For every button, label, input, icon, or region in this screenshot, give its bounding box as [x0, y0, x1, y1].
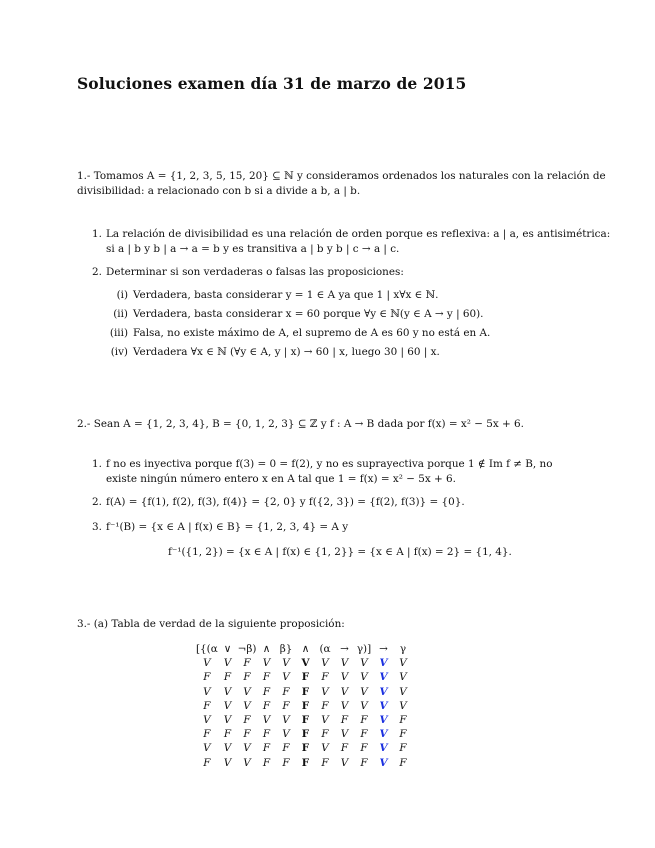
cell: F: [321, 699, 329, 712]
cell: F: [262, 699, 271, 712]
cell: V: [340, 756, 349, 769]
problem-1-intro-line1: 1.- Tomamos A = {1, 2, 3, 5, 15, 20} ⊆ ℕ y consideramos ordenados los naturales con la relación de: [77, 170, 606, 182]
cell: V: [282, 657, 290, 670]
cell: V: [243, 756, 251, 769]
cell: V: [203, 714, 211, 727]
cell: V: [340, 728, 349, 741]
header-cell: ∨: [223, 643, 232, 656]
problem-1-item-2-number: 2.: [92, 266, 102, 278]
cell: V: [223, 699, 232, 712]
header-cell: (α: [319, 643, 331, 656]
cell: F: [301, 742, 310, 755]
subitem-number: (i): [116, 289, 128, 301]
cell: F: [243, 657, 251, 670]
cell: V: [379, 699, 388, 712]
header-cell: β}: [279, 643, 293, 656]
cell: V: [282, 714, 290, 727]
cell: V: [203, 742, 211, 755]
cell: F: [399, 714, 407, 727]
cell: V: [321, 742, 329, 755]
cell: V: [379, 714, 388, 727]
subitem-text: Falsa, no existe máximo de A, el supremo de A es 60 y no está en A.: [133, 327, 491, 339]
cell: V: [379, 685, 388, 698]
cell: F: [203, 756, 211, 769]
cell: V: [399, 671, 407, 684]
cell: F: [321, 671, 329, 684]
header-cell: →: [379, 643, 388, 656]
cell: F: [243, 728, 251, 741]
problem-2-item-1-number: 1.: [92, 458, 102, 470]
cell: F: [360, 742, 368, 755]
cell: F: [262, 685, 271, 698]
cell: F: [203, 728, 211, 741]
cell: F: [301, 728, 310, 741]
cell: V: [243, 699, 251, 712]
cell: F: [321, 756, 329, 769]
truth-table-row: [196, 727, 413, 741]
cell: F: [360, 728, 368, 741]
problem-1-intro-line2: divisibilidad: a relacionado con b si a divide a b, a | b.: [77, 185, 361, 197]
header-cell: ∧: [301, 643, 310, 656]
problem-2-item-3-line1: f⁻¹(B) = {x ∈ A | f(x) ∈ B} = {1, 2, 3, 4} = A y: [106, 521, 349, 533]
header-cell: →: [340, 643, 349, 656]
cell: V: [379, 728, 388, 741]
cell: V: [203, 657, 211, 670]
cell: F: [340, 742, 349, 755]
header-cell: ¬β): [237, 643, 257, 656]
subitem-number: (ii): [113, 308, 128, 320]
header-cell: ∧: [262, 643, 271, 656]
cell: V: [399, 699, 407, 712]
cell: F: [360, 714, 368, 727]
cell: F: [203, 699, 211, 712]
problem-1-item-1-line2: si a | b y b | a → a = b y es transitiva a | b y b | c → a | c.: [106, 243, 400, 255]
cell: F: [399, 742, 407, 755]
cell: F: [301, 714, 310, 727]
truth-table-row: [196, 713, 413, 727]
cell: V: [223, 685, 232, 698]
problem-1-item-1-number: 1.: [92, 228, 102, 240]
problem-2-item-2-line: f(A) = {f(1), f(2), f(3), f(4)} = {2, 0} y f({2, 3}) = {f(2), f(3)} = {0}.: [106, 496, 465, 508]
cell: F: [360, 756, 368, 769]
cell: V: [360, 699, 368, 712]
cell: F: [301, 685, 310, 698]
cell: V: [379, 742, 388, 755]
cell: F: [262, 728, 271, 741]
cell: V: [340, 671, 349, 684]
cell: V: [282, 671, 290, 684]
cell: V: [282, 728, 290, 741]
cell: V: [243, 685, 251, 698]
cell: V: [223, 657, 232, 670]
cell: V: [223, 742, 232, 755]
problem-2-intro: 2.- Sean A = {1, 2, 3, 4}, B = {0, 1, 2, 3} ⊆ ℤ y f : A → B dada por f(x) = x² − 5x + 6.: [77, 418, 524, 430]
page-title: Soluciones examen día 31 de marzo de 2015: [77, 74, 467, 93]
cell: V: [379, 657, 388, 670]
cell: F: [282, 756, 290, 769]
truth-table-row: [196, 699, 413, 713]
cell: F: [399, 728, 407, 741]
cell: V: [379, 671, 388, 684]
cell: F: [262, 742, 271, 755]
cell: F: [243, 671, 251, 684]
problem-2-item-2-number: 2.: [92, 496, 102, 508]
cell: V: [321, 657, 329, 670]
subitem-text: Verdadera, basta considerar y = 1 ∈ A ya que 1 | x∀x ∈ ℕ.: [133, 289, 439, 301]
cell: F: [399, 756, 407, 769]
cell: V: [301, 657, 310, 670]
problem-2-item-3-line2: f⁻¹({1, 2}) = {x ∈ A | f(x) ∈ {1, 2}} = {x ∈ A | f(x) = 2} = {1, 4}.: [168, 546, 512, 558]
cell: F: [203, 671, 211, 684]
header-cell: γ: [399, 643, 407, 656]
cell: V: [223, 714, 232, 727]
cell: V: [399, 657, 407, 670]
truth-table-row: [196, 741, 413, 755]
subitem-text: Verdadera, basta considerar x = 60 porque ∀y ∈ ℕ(y ∈ A → y | 60).: [133, 308, 484, 320]
subitem-text: Verdadera ∀x ∈ ℕ (∀y ∈ A, y | x) → 60 | x, luego 30 | 60 | x.: [133, 346, 440, 358]
cell: F: [282, 699, 290, 712]
subitem-number: (iv): [110, 346, 128, 358]
cell: V: [340, 685, 349, 698]
truth-table-row: [196, 756, 413, 770]
cell: V: [243, 742, 251, 755]
truth-table: [196, 642, 413, 770]
cell: F: [223, 728, 232, 741]
cell: V: [262, 657, 271, 670]
cell: V: [203, 685, 211, 698]
cell: F: [243, 714, 251, 727]
cell: V: [321, 685, 329, 698]
cell: V: [399, 685, 407, 698]
cell: V: [360, 671, 368, 684]
cell: F: [301, 699, 310, 712]
header-cell: γ)]: [356, 643, 372, 656]
cell: V: [379, 756, 388, 769]
subitem-number: (iii): [109, 327, 128, 339]
cell: V: [321, 714, 329, 727]
problem-1-item-2-line: Determinar si son verdaderas o falsas las proposiciones:: [106, 266, 404, 278]
cell: F: [340, 714, 349, 727]
cell: V: [340, 657, 349, 670]
problem-1-item-1-line1: La relación de divisibilidad es una relación de orden porque es reflexiva: a | a, es antisimétrica:: [106, 228, 611, 240]
header-cell: [{(α: [196, 643, 218, 656]
cell: F: [223, 671, 232, 684]
problem-3-intro: 3.- (a) Tabla de verdad de la siguiente proposición:: [77, 618, 345, 630]
cell: F: [282, 742, 290, 755]
problem-2-item-1-line1: f no es inyectiva porque f(3) = 0 = f(2), y no es suprayectiva porque 1 ∉ Im f ≠ B, no: [106, 458, 553, 470]
cell: F: [262, 671, 271, 684]
cell: V: [360, 685, 368, 698]
truth-table-row: [196, 670, 413, 684]
cell: V: [223, 756, 232, 769]
cell: V: [340, 699, 349, 712]
cell: F: [262, 756, 271, 769]
problem-2-item-1-line2: existe ningún número entero x en A tal que 1 = f(x) = x² − 5x + 6.: [106, 473, 456, 485]
cell: V: [360, 657, 368, 670]
truth-table-row: [196, 656, 413, 670]
cell: F: [321, 728, 329, 741]
cell: F: [282, 685, 290, 698]
problem-2-item-3-number: 3.: [92, 521, 102, 533]
truth-table-header: [196, 642, 413, 656]
cell: F: [301, 756, 310, 769]
cell: F: [301, 671, 310, 684]
cell: V: [262, 714, 271, 727]
truth-table-row: [196, 685, 413, 699]
